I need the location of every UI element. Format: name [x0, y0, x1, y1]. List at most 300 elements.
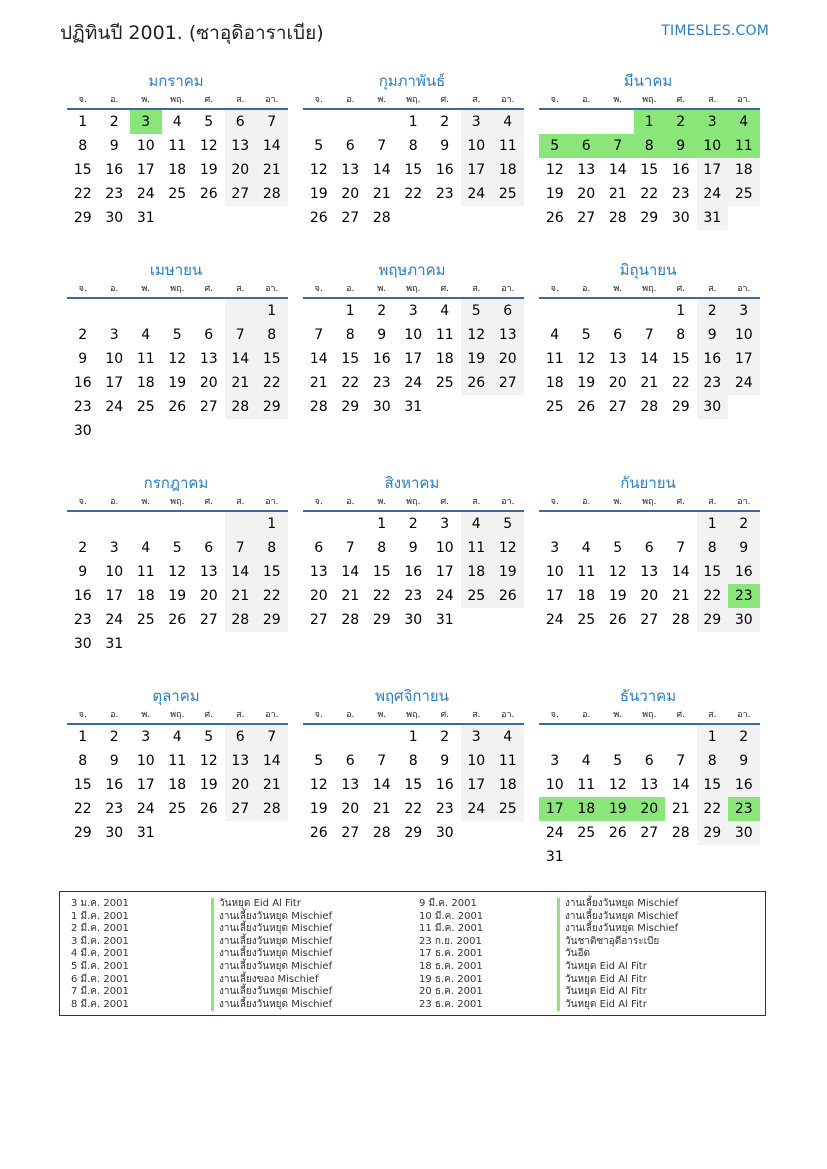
day-cell[interactable]: 1	[408, 729, 418, 745]
day-cell[interactable]: 18	[492, 158, 524, 182]
day-cell[interactable]: 13	[577, 162, 596, 178]
day-cell[interactable]: 15	[73, 162, 92, 178]
day-cell[interactable]: 28	[372, 210, 391, 226]
day-cell[interactable]: 3	[109, 540, 119, 556]
day-cell[interactable]: 20	[608, 375, 627, 391]
day-cell[interactable]: 8	[408, 753, 418, 769]
day-cell[interactable]: 6	[345, 138, 355, 154]
day-cell[interactable]: 7	[676, 753, 686, 769]
day-cell[interactable]: 15	[404, 162, 423, 178]
day-cell[interactable]: 1	[697, 512, 729, 536]
day-cell[interactable]: 31	[136, 210, 155, 226]
day-cell[interactable]: 14	[671, 777, 690, 793]
day-cell[interactable]: 22	[640, 186, 659, 202]
day-cell[interactable]: 21	[671, 801, 690, 817]
day-cell[interactable]: 20	[577, 186, 596, 202]
day-cell[interactable]: 17	[461, 158, 493, 182]
day-cell[interactable]: 21	[608, 186, 627, 202]
day-cell[interactable]: 21	[256, 158, 288, 182]
day-cell[interactable]: 28	[225, 395, 257, 419]
day-cell[interactable]: 12	[492, 536, 524, 560]
day-cell[interactable]: 23	[73, 399, 92, 415]
day-cell[interactable]: 18	[168, 162, 187, 178]
day-cell[interactable]: 13	[341, 777, 360, 793]
day-cell[interactable]: 8	[78, 753, 88, 769]
day-cell[interactable]: 11	[492, 134, 524, 158]
day-cell[interactable]: 27	[341, 825, 360, 841]
day-cell[interactable]: 1	[345, 303, 355, 319]
day-cell[interactable]: 18	[577, 588, 596, 604]
day-cell[interactable]: 13	[225, 749, 257, 773]
day-cell[interactable]: 1	[634, 110, 666, 134]
day-cell[interactable]: 23	[728, 797, 760, 821]
day-cell[interactable]: 17	[539, 797, 571, 821]
day-cell[interactable]: 5	[461, 299, 493, 323]
day-cell[interactable]: 25	[136, 399, 155, 415]
day-cell[interactable]: 18	[545, 375, 564, 391]
day-cell[interactable]: 8	[408, 138, 418, 154]
day-cell[interactable]: 10	[461, 134, 493, 158]
day-cell[interactable]: 15	[697, 560, 729, 584]
day-cell[interactable]: 30	[105, 210, 124, 226]
day-cell[interactable]: 12	[461, 323, 493, 347]
day-cell[interactable]: 21	[256, 773, 288, 797]
day-cell[interactable]: 3	[550, 753, 560, 769]
day-cell[interactable]: 18	[571, 797, 603, 821]
day-cell[interactable]: 30	[73, 423, 92, 439]
day-cell[interactable]: 8	[345, 327, 355, 343]
day-cell[interactable]: 12	[168, 351, 187, 367]
day-cell[interactable]: 15	[640, 162, 659, 178]
day-cell[interactable]: 1	[256, 512, 288, 536]
day-cell[interactable]: 7	[602, 134, 634, 158]
day-cell[interactable]: 3	[728, 299, 760, 323]
day-cell[interactable]: 13	[640, 564, 659, 580]
day-cell[interactable]: 18	[435, 351, 454, 367]
day-cell[interactable]: 19	[309, 186, 328, 202]
day-cell[interactable]: 13	[199, 564, 218, 580]
day-cell[interactable]: 11	[136, 351, 155, 367]
day-cell[interactable]: 3	[550, 540, 560, 556]
day-cell[interactable]: 20	[199, 588, 218, 604]
day-cell[interactable]: 27	[608, 399, 627, 415]
day-cell[interactable]: 10	[105, 564, 124, 580]
day-cell[interactable]: 13	[640, 777, 659, 793]
day-cell[interactable]: 26	[545, 210, 564, 226]
day-cell[interactable]: 2	[109, 729, 119, 745]
day-cell[interactable]: 26	[461, 371, 493, 395]
day-cell[interactable]: 19	[309, 801, 328, 817]
day-cell[interactable]: 19	[168, 588, 187, 604]
day-cell[interactable]: 11	[435, 327, 454, 343]
day-cell[interactable]: 11	[577, 777, 596, 793]
day-cell[interactable]: 15	[341, 351, 360, 367]
day-cell[interactable]: 1	[408, 114, 418, 130]
day-cell[interactable]: 19	[461, 347, 493, 371]
day-cell[interactable]: 12	[168, 564, 187, 580]
day-cell[interactable]: 24	[545, 612, 564, 628]
day-cell[interactable]: 6	[225, 725, 257, 749]
day-cell[interactable]: 2	[440, 729, 450, 745]
day-cell[interactable]: 9	[377, 327, 387, 343]
day-cell[interactable]: 2	[728, 725, 760, 749]
day-cell[interactable]: 17	[404, 351, 423, 367]
day-cell[interactable]: 24	[697, 182, 729, 206]
day-cell[interactable]: 9	[728, 536, 760, 560]
day-cell[interactable]: 25	[168, 186, 187, 202]
day-cell[interactable]: 24	[136, 186, 155, 202]
day-cell[interactable]: 22	[73, 186, 92, 202]
day-cell[interactable]: 3	[130, 110, 162, 134]
day-cell[interactable]: 14	[372, 162, 391, 178]
day-cell[interactable]: 26	[309, 825, 328, 841]
day-cell[interactable]: 26	[168, 399, 187, 415]
day-cell[interactable]: 14	[341, 564, 360, 580]
day-cell[interactable]: 12	[608, 564, 627, 580]
day-cell[interactable]: 7	[676, 540, 686, 556]
day-cell[interactable]: 12	[199, 138, 218, 154]
day-cell[interactable]: 20	[309, 588, 328, 604]
day-cell[interactable]: 3	[461, 110, 493, 134]
day-cell[interactable]: 21	[225, 371, 257, 395]
day-cell[interactable]: 10	[545, 777, 564, 793]
day-cell[interactable]: 6	[644, 540, 654, 556]
day-cell[interactable]: 6	[613, 327, 623, 343]
day-cell[interactable]: 5	[172, 540, 182, 556]
day-cell[interactable]: 31	[136, 825, 155, 841]
day-cell[interactable]: 8	[78, 138, 88, 154]
day-cell[interactable]: 3	[141, 729, 151, 745]
day-cell[interactable]: 30	[73, 636, 92, 652]
day-cell[interactable]: 21	[640, 375, 659, 391]
day-cell[interactable]: 23	[435, 186, 454, 202]
day-cell[interactable]: 25	[728, 182, 760, 206]
day-cell[interactable]: 5	[539, 134, 571, 158]
day-cell[interactable]: 30	[372, 399, 391, 415]
day-cell[interactable]: 14	[256, 749, 288, 773]
day-cell[interactable]: 25	[435, 375, 454, 391]
day-cell[interactable]: 25	[545, 399, 564, 415]
day-cell[interactable]: 17	[697, 158, 729, 182]
day-cell[interactable]: 19	[577, 375, 596, 391]
site-link[interactable]: TIMESLES.COM	[661, 23, 769, 39]
day-cell[interactable]: 21	[225, 584, 257, 608]
day-cell[interactable]: 8	[256, 323, 288, 347]
day-cell[interactable]: 26	[199, 801, 218, 817]
day-cell[interactable]: 29	[697, 608, 729, 632]
day-cell[interactable]: 18	[136, 375, 155, 391]
day-cell[interactable]: 16	[105, 777, 124, 793]
day-cell[interactable]: 22	[341, 375, 360, 391]
day-cell[interactable]: 16	[404, 564, 423, 580]
day-cell[interactable]: 8	[697, 749, 729, 773]
day-cell[interactable]: 20	[225, 773, 257, 797]
day-cell[interactable]: 29	[640, 210, 659, 226]
day-cell[interactable]: 4	[172, 114, 182, 130]
day-cell[interactable]: 22	[404, 801, 423, 817]
day-cell[interactable]: 19	[608, 588, 627, 604]
day-cell[interactable]: 13	[341, 162, 360, 178]
day-cell[interactable]: 29	[372, 612, 391, 628]
day-cell[interactable]: 7	[225, 323, 257, 347]
day-cell[interactable]: 2	[377, 303, 387, 319]
day-cell[interactable]: 25	[461, 584, 493, 608]
day-cell[interactable]: 16	[73, 375, 92, 391]
day-cell[interactable]: 6	[644, 753, 654, 769]
day-cell[interactable]: 28	[256, 182, 288, 206]
day-cell[interactable]: 23	[697, 371, 729, 395]
day-cell[interactable]: 28	[671, 825, 690, 841]
day-cell[interactable]: 20	[225, 158, 257, 182]
day-cell[interactable]: 29	[73, 825, 92, 841]
day-cell[interactable]: 29	[73, 210, 92, 226]
day-cell[interactable]: 13	[225, 134, 257, 158]
day-cell[interactable]: 9	[665, 134, 697, 158]
day-cell[interactable]: 5	[613, 540, 623, 556]
day-cell[interactable]: 27	[309, 612, 328, 628]
day-cell[interactable]: 21	[309, 375, 328, 391]
day-cell[interactable]: 1	[377, 516, 387, 532]
day-cell[interactable]: 24	[105, 399, 124, 415]
day-cell[interactable]: 22	[697, 797, 729, 821]
day-cell[interactable]: 30	[435, 825, 454, 841]
day-cell[interactable]: 18	[728, 158, 760, 182]
day-cell[interactable]: 7	[345, 540, 355, 556]
day-cell[interactable]: 24	[136, 801, 155, 817]
day-cell[interactable]: 9	[109, 138, 119, 154]
day-cell[interactable]: 25	[168, 801, 187, 817]
day-cell[interactable]: 7	[377, 753, 387, 769]
day-cell[interactable]: 18	[492, 773, 524, 797]
day-cell[interactable]: 28	[671, 612, 690, 628]
day-cell[interactable]: 25	[577, 612, 596, 628]
day-cell[interactable]: 5	[613, 753, 623, 769]
day-cell[interactable]: 22	[671, 375, 690, 391]
day-cell[interactable]: 20	[492, 347, 524, 371]
day-cell[interactable]: 29	[256, 608, 288, 632]
day-cell[interactable]: 8	[377, 540, 387, 556]
day-cell[interactable]: 21	[372, 186, 391, 202]
day-cell[interactable]: 9	[78, 564, 88, 580]
day-cell[interactable]: 31	[545, 849, 564, 865]
day-cell[interactable]: 11	[492, 749, 524, 773]
day-cell[interactable]: 17	[105, 375, 124, 391]
day-cell[interactable]: 27	[225, 797, 257, 821]
day-cell[interactable]: 23	[728, 584, 760, 608]
day-cell[interactable]: 10	[545, 564, 564, 580]
day-cell[interactable]: 9	[78, 351, 88, 367]
day-cell[interactable]: 11	[168, 753, 187, 769]
day-cell[interactable]: 10	[105, 351, 124, 367]
day-cell[interactable]: 10	[435, 540, 454, 556]
day-cell[interactable]: 6	[314, 540, 324, 556]
day-cell[interactable]: 5	[581, 327, 591, 343]
day-cell[interactable]: 5	[492, 512, 524, 536]
day-cell[interactable]: 17	[105, 588, 124, 604]
day-cell[interactable]: 8	[256, 536, 288, 560]
day-cell[interactable]: 24	[728, 371, 760, 395]
day-cell[interactable]: 31	[105, 636, 124, 652]
day-cell[interactable]: 13	[309, 564, 328, 580]
day-cell[interactable]: 4	[492, 110, 524, 134]
day-cell[interactable]: 6	[225, 110, 257, 134]
day-cell[interactable]: 24	[435, 588, 454, 604]
day-cell[interactable]: 22	[256, 371, 288, 395]
day-cell[interactable]: 8	[634, 134, 666, 158]
day-cell[interactable]: 25	[577, 825, 596, 841]
day-cell[interactable]: 6	[571, 134, 603, 158]
day-cell[interactable]: 5	[172, 327, 182, 343]
day-cell[interactable]: 6	[492, 299, 524, 323]
day-cell[interactable]: 16	[671, 162, 690, 178]
day-cell[interactable]: 21	[341, 588, 360, 604]
day-cell[interactable]: 12	[309, 777, 328, 793]
day-cell[interactable]: 16	[728, 773, 760, 797]
day-cell[interactable]: 4	[172, 729, 182, 745]
day-cell[interactable]: 22	[404, 186, 423, 202]
day-cell[interactable]: 14	[372, 777, 391, 793]
day-cell[interactable]: 15	[697, 773, 729, 797]
day-cell[interactable]: 15	[73, 777, 92, 793]
day-cell[interactable]: 12	[199, 753, 218, 769]
day-cell[interactable]: 27	[577, 210, 596, 226]
day-cell[interactable]: 9	[109, 753, 119, 769]
day-cell[interactable]: 18	[136, 588, 155, 604]
day-cell[interactable]: 4	[461, 512, 493, 536]
day-cell[interactable]: 31	[404, 399, 423, 415]
day-cell[interactable]: 3	[109, 327, 119, 343]
day-cell[interactable]: 23	[372, 375, 391, 391]
day-cell[interactable]: 12	[545, 162, 564, 178]
day-cell[interactable]: 20	[341, 801, 360, 817]
day-cell[interactable]: 19	[199, 162, 218, 178]
day-cell[interactable]: 3	[408, 303, 418, 319]
day-cell[interactable]: 20	[341, 186, 360, 202]
day-cell[interactable]: 7	[256, 110, 288, 134]
day-cell[interactable]: 16	[697, 347, 729, 371]
day-cell[interactable]: 9	[728, 749, 760, 773]
day-cell[interactable]: 7	[225, 536, 257, 560]
day-cell[interactable]: 30	[728, 608, 760, 632]
day-cell[interactable]: 16	[728, 560, 760, 584]
day-cell[interactable]: 1	[676, 303, 686, 319]
day-cell[interactable]: 27	[640, 825, 659, 841]
day-cell[interactable]: 13	[199, 351, 218, 367]
day-cell[interactable]: 12	[608, 777, 627, 793]
day-cell[interactable]: 2	[728, 512, 760, 536]
day-cell[interactable]: 10	[697, 134, 729, 158]
day-cell[interactable]: 18	[461, 560, 493, 584]
day-cell[interactable]: 28	[309, 399, 328, 415]
day-cell[interactable]: 30	[697, 395, 729, 419]
day-cell[interactable]: 11	[136, 564, 155, 580]
day-cell[interactable]: 13	[492, 323, 524, 347]
day-cell[interactable]: 26	[309, 210, 328, 226]
day-cell[interactable]: 16	[105, 162, 124, 178]
day-cell[interactable]: 19	[168, 375, 187, 391]
day-cell[interactable]: 18	[168, 777, 187, 793]
day-cell[interactable]: 25	[492, 797, 524, 821]
day-cell[interactable]: 11	[461, 536, 493, 560]
day-cell[interactable]: 3	[697, 110, 729, 134]
day-cell[interactable]: 23	[404, 588, 423, 604]
day-cell[interactable]: 19	[545, 186, 564, 202]
day-cell[interactable]: 20	[640, 588, 659, 604]
day-cell[interactable]: 24	[404, 375, 423, 391]
day-cell[interactable]: 8	[697, 536, 729, 560]
day-cell[interactable]: 2	[78, 327, 88, 343]
day-cell[interactable]: 4	[141, 327, 151, 343]
day-cell[interactable]: 14	[640, 351, 659, 367]
day-cell[interactable]: 25	[136, 612, 155, 628]
day-cell[interactable]: 2	[440, 114, 450, 130]
day-cell[interactable]: 11	[545, 351, 564, 367]
day-cell[interactable]: 4	[492, 725, 524, 749]
day-cell[interactable]: 11	[168, 138, 187, 154]
day-cell[interactable]: 2	[408, 516, 418, 532]
day-cell[interactable]: 27	[640, 612, 659, 628]
day-cell[interactable]: 1	[697, 725, 729, 749]
day-cell[interactable]: 30	[728, 821, 760, 845]
day-cell[interactable]: 28	[608, 210, 627, 226]
day-cell[interactable]: 16	[73, 588, 92, 604]
day-cell[interactable]: 17	[136, 162, 155, 178]
day-cell[interactable]: 16	[372, 351, 391, 367]
day-cell[interactable]: 31	[697, 206, 729, 230]
day-cell[interactable]: 9	[440, 753, 450, 769]
day-cell[interactable]: 19	[199, 777, 218, 793]
day-cell[interactable]: 25	[492, 182, 524, 206]
day-cell[interactable]: 10	[136, 753, 155, 769]
day-cell[interactable]: 20	[634, 797, 666, 821]
day-cell[interactable]: 4	[550, 327, 560, 343]
day-cell[interactable]: 9	[440, 138, 450, 154]
day-cell[interactable]: 23	[435, 801, 454, 817]
day-cell[interactable]: 15	[256, 560, 288, 584]
day-cell[interactable]: 1	[78, 729, 88, 745]
day-cell[interactable]: 10	[136, 138, 155, 154]
day-cell[interactable]: 2	[78, 540, 88, 556]
day-cell[interactable]: 26	[608, 612, 627, 628]
day-cell[interactable]: 27	[225, 182, 257, 206]
day-cell[interactable]: 14	[608, 162, 627, 178]
day-cell[interactable]: 22	[73, 801, 92, 817]
day-cell[interactable]: 14	[225, 347, 257, 371]
day-cell[interactable]: 14	[309, 351, 328, 367]
day-cell[interactable]: 9	[408, 540, 418, 556]
day-cell[interactable]: 4	[728, 110, 760, 134]
day-cell[interactable]: 29	[697, 821, 729, 845]
day-cell[interactable]: 27	[199, 399, 218, 415]
day-cell[interactable]: 1	[78, 114, 88, 130]
day-cell[interactable]: 24	[461, 182, 493, 206]
day-cell[interactable]: 28	[341, 612, 360, 628]
day-cell[interactable]: 29	[671, 399, 690, 415]
day-cell[interactable]: 5	[204, 114, 214, 130]
day-cell[interactable]: 20	[199, 375, 218, 391]
day-cell[interactable]: 11	[728, 134, 760, 158]
day-cell[interactable]: 17	[461, 773, 493, 797]
day-cell[interactable]: 23	[105, 801, 124, 817]
day-cell[interactable]: 12	[309, 162, 328, 178]
day-cell[interactable]: 7	[314, 327, 324, 343]
day-cell[interactable]: 1	[256, 299, 288, 323]
day-cell[interactable]: 4	[440, 303, 450, 319]
day-cell[interactable]: 13	[608, 351, 627, 367]
day-cell[interactable]: 9	[697, 323, 729, 347]
day-cell[interactable]: 27	[341, 210, 360, 226]
day-cell[interactable]: 22	[256, 584, 288, 608]
